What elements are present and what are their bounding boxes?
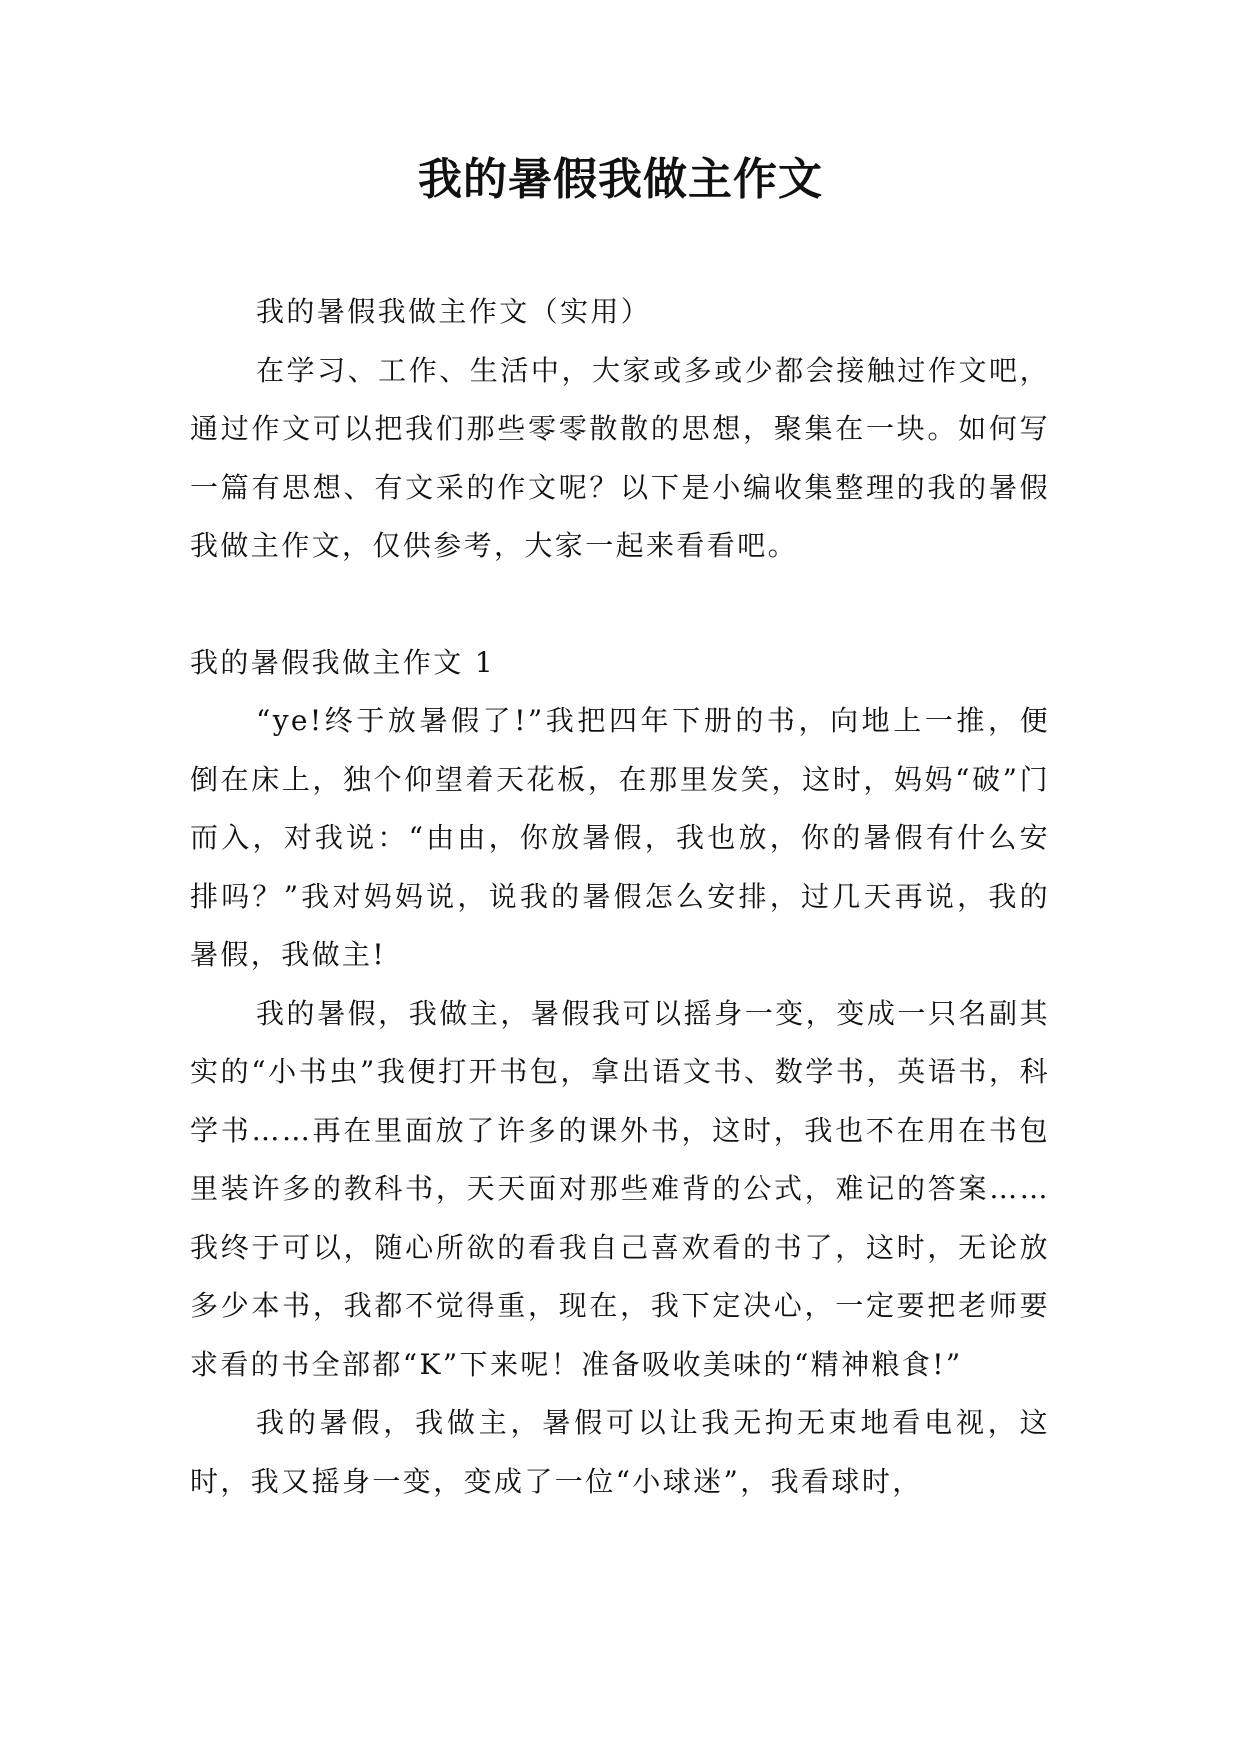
subtitle-line: 我的暑假我做主作文（实用） xyxy=(256,295,652,328)
body-paragraph: 我的暑假，我做主，暑假我可以摇身一变，变成一只名副其实的“小书虫”我便打开书包，拿出语文书、数学书，英语书，科学书……再在里面放了许多的课外书，这时，我也不在用在书包里装许多的教科书，天天面对那些难背的公式，难记的答案……我终于可以，随心所欲的看我自己喜欢看的书了，这时，无论放多少本书，我都不觉得重，现在，我下定决心，一定要把老师要求看的书全部都“K”下来呢！准备吸收美味的“精神粮食!” xyxy=(190,996,1050,1381)
body-paragraph: 我的暑假，我做主，暑假可以让我无拘无束地看电视，这时，我又摇身一变，变成了一位“小球迷”，我看球时， xyxy=(190,1406,1050,1498)
document-title: 我的暑假我做主作文 xyxy=(418,154,823,205)
document-body xyxy=(190,283,1050,1511)
body-paragraph: “ye!终于放暑假了!”我把四年下册的书，向地上一推，便倒在床上，独个仰望着天花板，在那里发笑，这时，妈妈“破”门而入，对我说：“由由，你放暑假，我也放，你的暑假有什么安排吗？”我对妈妈说，说我的暑假怎么安排，过几天再说，我的暑假，我做主! xyxy=(190,704,1050,971)
paragraph-spacer xyxy=(190,576,1050,634)
section-heading: 我的暑假我做主作文 1 xyxy=(190,645,496,679)
intro-paragraph: 在学习、工作、生活中，大家或多或少都会接触过作文吧，通过作文可以把我们那些零零散散的思想，聚集在一块。如何写一篇有思想、有文采的作文呢？以下是小编收集整理的我的暑假我做主作文，仅供参考，大家一起来看看吧。 xyxy=(190,353,1050,562)
